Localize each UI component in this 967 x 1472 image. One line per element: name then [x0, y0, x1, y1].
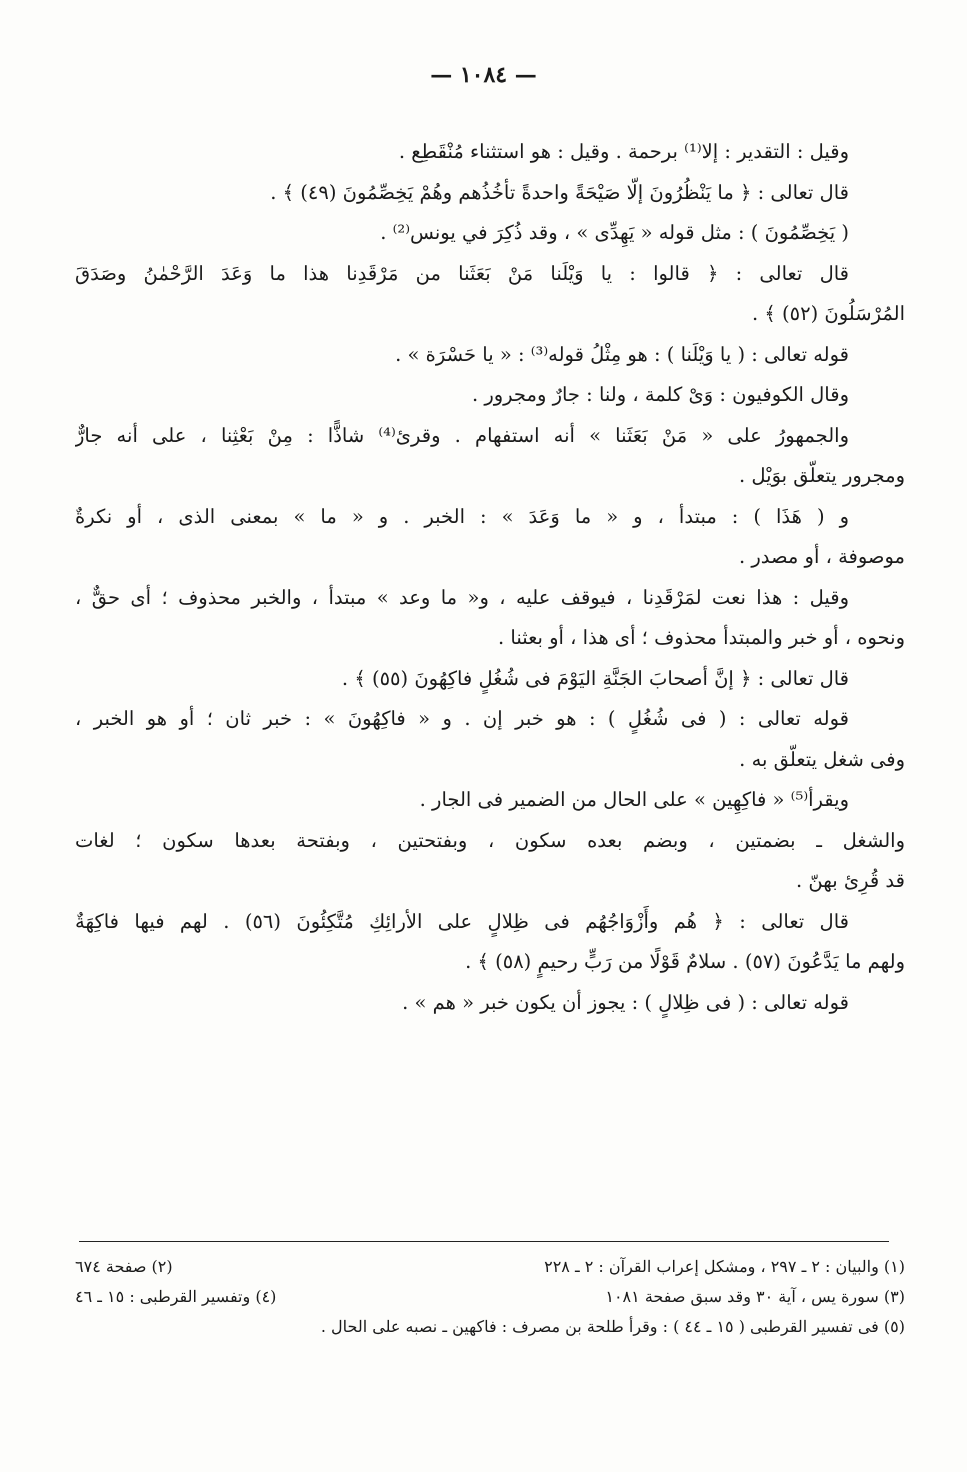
text-line: قال تعالى : ﴿ إنَّ أصحابَ الجَنَّةِ اليَوْمَ فى شُغُلٍ فاكِهُونَ (٥٥) ﴾ .	[341, 666, 849, 690]
footnote: (٤) وتفسير القرطبى : ١٥ ـ ٤٦	[75, 1287, 277, 1306]
text-line: قوله تعالى : ( يا وَيْلَنا ) : هو مِثْلُ قوله⁽³⁾ : « يا حَسْرَة » .	[395, 342, 849, 366]
footnote-row	[75, 1312, 905, 1342]
footnote-row	[75, 1282, 905, 1312]
footnotes	[75, 1252, 905, 1342]
text-line: المُرْسَلُونَ (٥٢) ﴾ .	[752, 302, 905, 325]
text-line: وفى شغل يتعلّق به .	[739, 747, 905, 771]
text-line: قوله تعالى : ( فى شُغُلٍ ) : هو خبر إن . و « فاكِهُونَ » : خبر ثان ؛ أو هو الخبر ،	[75, 707, 849, 730]
footnote-row	[75, 1252, 905, 1282]
text-line: قال تعالى : ﴿ قالوا : يا وَيْلَنا مَنْ بَعَثَنا من مَرْقَدِنا هذا ما وَعَدَ الرَّحْمٰنُ وصَدَقَ	[75, 261, 849, 285]
text-line: والجمهورُ على « مَنْ بَعَثَنا » أنه استفهام . وقرئ⁽⁴⁾ شاذًّا : مِنْ بَعْثِنا ، على أنه جارٌّ	[75, 423, 850, 447]
footnote: (١) والبيان : ٢ ـ ٢٩٧ ، ومشكل إعراب القرآن : ٢ ـ ٢٢٨	[544, 1257, 905, 1276]
main-text	[75, 132, 905, 1023]
text-line: و ( هَذَا ) : مبتدأ ، و « ما وَعَدَ » : الخبر . و « ما » بمعنى الذى ، أو نكرةٌ	[75, 504, 849, 528]
text-line: وقال الكوفيون : وَىْ كلمة ، ولنا : جارٌ ومجرور .	[471, 383, 849, 406]
text-line: ومجرور يتعلّق بوَيْل .	[739, 464, 905, 487]
text-line: ولهم ما يَدَّعُونَ (٥٧) . سلامٌ قَوْلًا من رَبٍّ رحيمٍ (٥٨) ﴾ .	[465, 950, 905, 973]
text-line: والشغل ـ بضمتين ، وبضم بعده سكون ، وبفتحتين ، وبفتحة بعدها سكون ؛ لغات	[75, 828, 905, 852]
text-line: ( يَخِصِّمُونَ ) : مثل قوله « يَهِدِّى » ، وقد ذُكِرَ في يونس⁽²⁾ .	[380, 221, 849, 244]
text-line: ونحوه ، أو خبر والمبتدأ محذوف ؛ أى هذا ، أو بعثنا .	[498, 626, 905, 649]
footnote: (٢) صفحة ٦٧٤	[75, 1257, 173, 1276]
text-line: وقيل : التقدير : إلا⁽¹⁾ برحمة . وقيل : هو استثناء مُنْقَطِع .	[398, 140, 849, 163]
page-number: — ١٠٨٤ —	[430, 62, 537, 88]
footnote-divider	[79, 1241, 889, 1242]
text-line: قال تعالى : ﴿ هُم وأَزْوَاجُهُم فى ظِلالٍ على الأرائِكِ مُتَّكِئُونَ (٥٦) . لهم فيها فاكِهَةٌ	[75, 909, 849, 933]
text-line: وقيل : هذا نعت لمَرْقَدِنا ، فيوقف عليه ، و« ما وعد » مبتدأ ، والخبر محذوف ؛ أى حقٌّ ،	[75, 585, 849, 609]
text-line: موصوفة ، أو مصدر .	[738, 545, 905, 568]
footnote: (٥) فى تفسير القرطبى ( ١٥ ـ ٤٤ ) : وقرأ طلحة بن مصرف : فاكهين ـ نصبه على الحال .	[320, 1317, 905, 1336]
text-line: قد قُرِئ بهنّ .	[796, 869, 905, 892]
text-line: ويقرأ⁽⁵⁾ « فاكِهِين » على الحال من الضمير فى الجار .	[419, 788, 849, 811]
footnote: (٣) سورة يس ، آية ٣٠ وقد سبق صفحة ١٠٨١	[605, 1287, 905, 1306]
text-line: قال تعالى : ﴿ ما يَنْظُرُونَ إلّا صَيْحَةً واحدةً تأخُذُهم وهُمْ يَخِصِّمُونَ (٤٩) ﴾ .	[270, 180, 849, 204]
text-line: قوله تعالى : ( فى ظِلالٍ ) : يجوز أن يكون خبر « هم » .	[402, 990, 849, 1014]
